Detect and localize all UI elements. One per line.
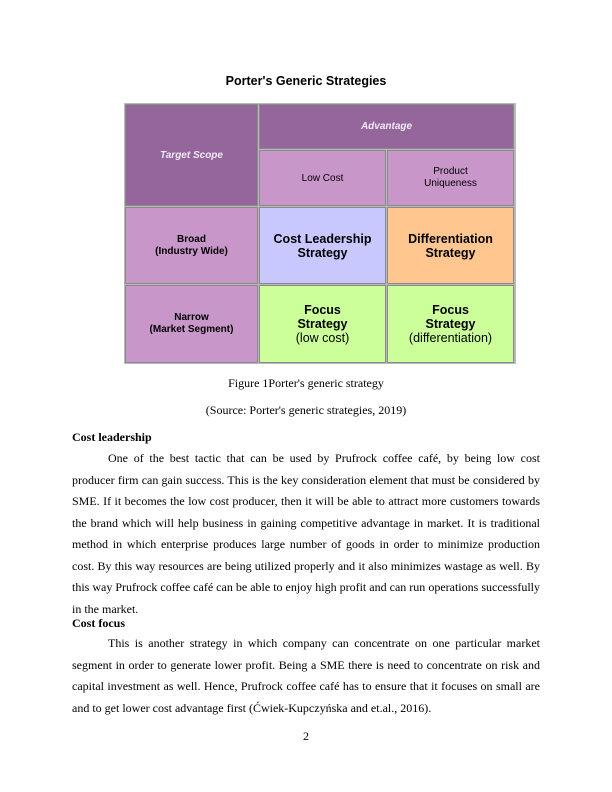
figure-source: (Source: Porter's generic strategies, 2019) [205,403,407,417]
broad-row-header: Broad (Industry Wide) [125,207,258,284]
section-heading-cost-leadership: Cost leadership [72,430,152,444]
low-cost-header: Low Cost [259,150,386,206]
paragraph-cost-focus: This is another strategy in which company can concentrate on one particular market segment in order to generate lower profit. Being a SME there is need to concentrate on risk and capital investment as well. Hence, Prufrock coffee café has to ensure that it focuses on small are and to get lower cost advantage first (Ćwiek-Kupczyńska and et.al., 2016). [72,636,540,715]
figure-caption: Figure 1Porter's generic strategy [228,376,384,390]
advantage-header: Advantage [259,104,514,149]
focus-differentiation-cell: Focus Strategy (differentiation) [387,285,514,363]
differentiation-cell: Differentiation Strategy [387,207,514,284]
figure-title: Porter's Generic Strategies [225,74,387,88]
target-scope-header: Target Scope [125,104,258,206]
product-uniqueness-header: Product Uniqueness [387,150,514,206]
page-number: 2 [303,729,309,743]
porters-strategy-matrix [124,103,516,364]
focus-low-cost-cell: Focus Strategy (low cost) [259,285,386,363]
narrow-row-header: Narrow (Market Segment) [125,285,258,363]
section-heading-cost-focus: Cost focus [72,616,125,630]
paragraph-cost-leadership: One of the best tactic that can be used by Prufrock coffee café, by being low cost producer firm can gain success. This is the key consideration element that must be considered by SME. If it becomes the low cost producer, then it will be able to attract more customers towards the brand which will help business in gaining competitive advantage in market. It is traditional method in which enterprise produces large number of goods in order to minimize production cost. By this way resources are being utilized properly and it also minimizes wastage as well. By this way Prufrock coffee café can be able to enjoy high profit and can run operations successfully in the market. [72,451,540,616]
cost-leadership-cell: Cost Leadership Strategy [259,207,386,284]
